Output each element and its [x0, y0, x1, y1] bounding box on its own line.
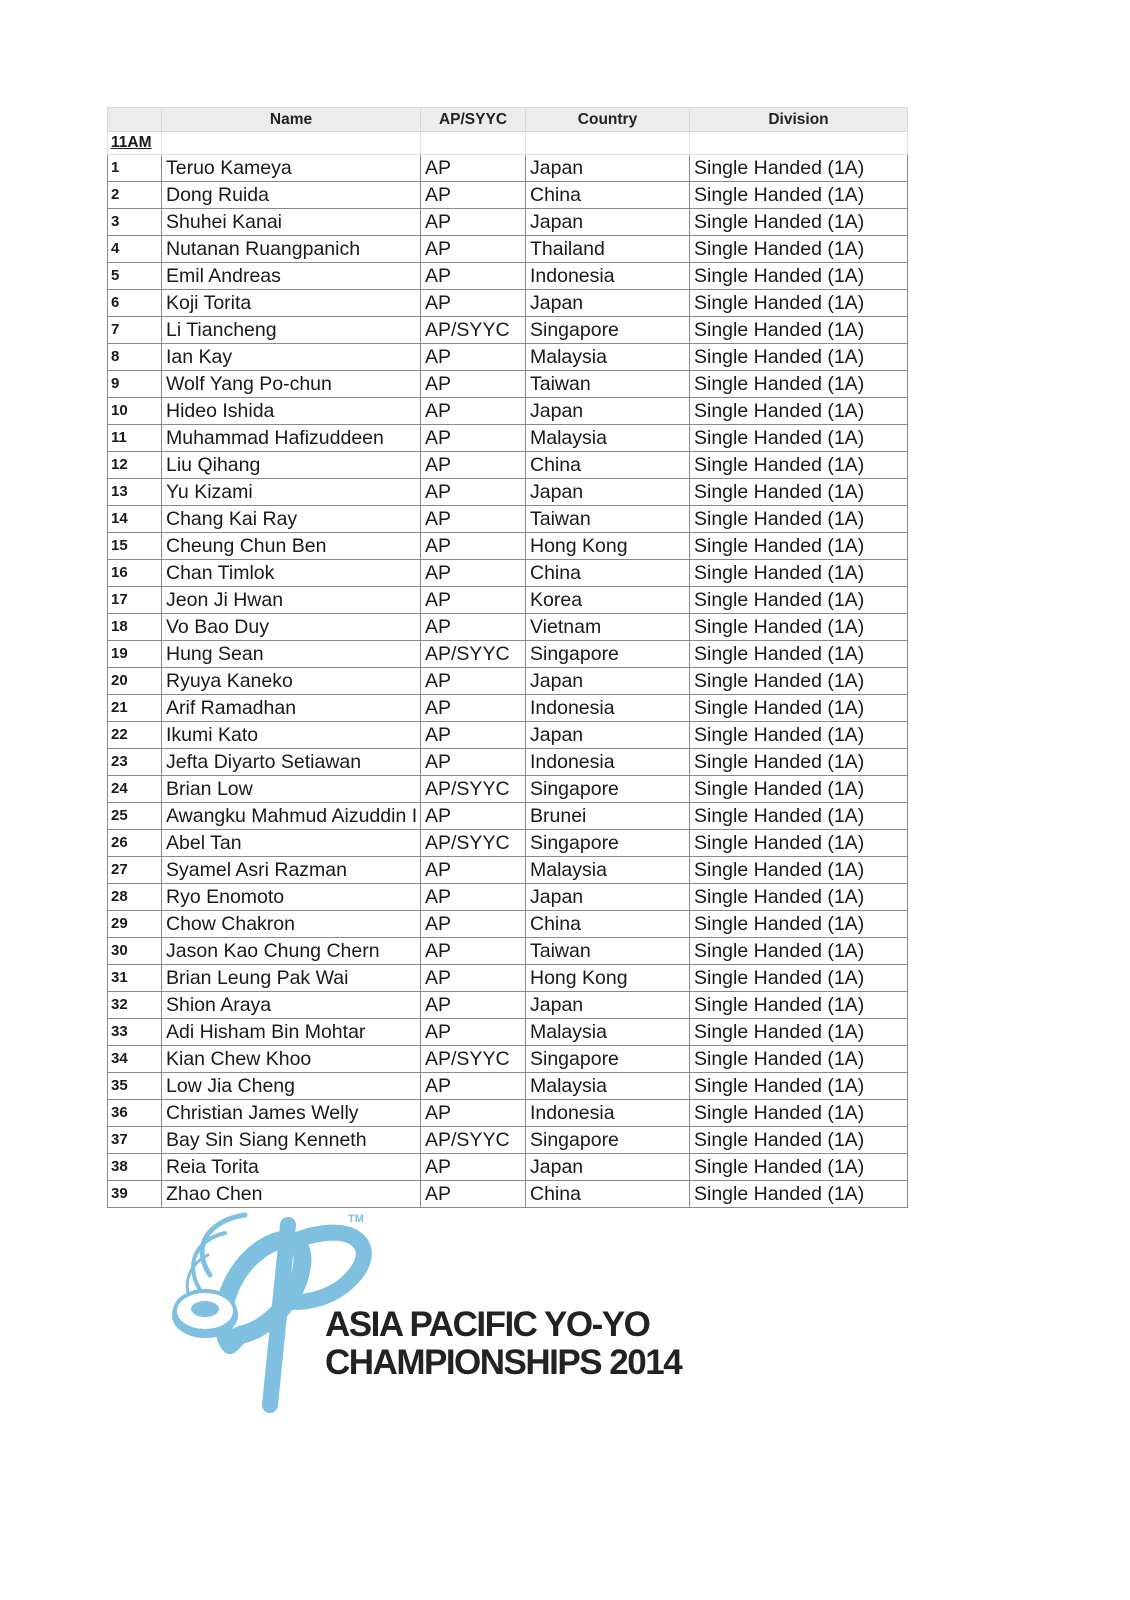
row-number: 5: [108, 263, 162, 290]
row-number: 12: [108, 452, 162, 479]
table-row: [108, 938, 908, 965]
competitor-name: Ikumi Kato: [162, 722, 421, 749]
ap-syyc-cell: AP: [421, 398, 526, 425]
row-number: 30: [108, 938, 162, 965]
country-cell: China: [526, 911, 690, 938]
division-cell: Single Handed (1A): [690, 344, 908, 371]
competitor-name: Vo Bao Duy: [162, 614, 421, 641]
country-cell: Indonesia: [526, 1100, 690, 1127]
table-row: [108, 344, 908, 371]
country-cell: China: [526, 560, 690, 587]
ap-syyc-cell: AP: [421, 533, 526, 560]
ap-syyc-cell: AP: [421, 425, 526, 452]
row-number: 9: [108, 371, 162, 398]
ap-syyc-cell: AP/SYYC: [421, 830, 526, 857]
country-cell: Singapore: [526, 1046, 690, 1073]
division-cell: Single Handed (1A): [690, 776, 908, 803]
competitor-name: Shion Araya: [162, 992, 421, 1019]
ap-syyc-cell: AP: [421, 695, 526, 722]
row-number: 38: [108, 1154, 162, 1181]
division-cell: Single Handed (1A): [690, 911, 908, 938]
row-number: 7: [108, 317, 162, 344]
division-cell: Single Handed (1A): [690, 209, 908, 236]
country-cell: Taiwan: [526, 371, 690, 398]
ap-syyc-cell: AP: [421, 155, 526, 182]
ap-syyc-cell: AP: [421, 1154, 526, 1181]
ap-syyc-cell: AP: [421, 182, 526, 209]
ap-syyc-cell: AP: [421, 263, 526, 290]
table-row: [108, 695, 908, 722]
competitor-name: Jefta Diyarto Setiawan: [162, 749, 421, 776]
table-row: [108, 182, 908, 209]
ap-syyc-cell: AP: [421, 1100, 526, 1127]
competitor-name: Zhao Chen: [162, 1181, 421, 1208]
ap-syyc-cell: AP: [421, 560, 526, 587]
table-row: [108, 209, 908, 236]
table-row: [108, 479, 908, 506]
ap-syyc-cell: AP: [421, 992, 526, 1019]
country-cell: China: [526, 452, 690, 479]
division-cell: Single Handed (1A): [690, 263, 908, 290]
session-label: 11AM: [108, 132, 162, 155]
competitor-name: Emil Andreas: [162, 263, 421, 290]
division-cell: Single Handed (1A): [690, 722, 908, 749]
division-cell: Single Handed (1A): [690, 479, 908, 506]
row-number: 16: [108, 560, 162, 587]
ap-syyc-cell: AP: [421, 1073, 526, 1100]
row-number: 29: [108, 911, 162, 938]
ap-syyc-cell: AP: [421, 506, 526, 533]
competitor-name: Hideo Ishida: [162, 398, 421, 425]
competitor-name: Brian Leung Pak Wai: [162, 965, 421, 992]
division-cell: Single Handed (1A): [690, 641, 908, 668]
row-number: 15: [108, 533, 162, 560]
row-number: 27: [108, 857, 162, 884]
table-row: [108, 398, 908, 425]
country-cell: Japan: [526, 722, 690, 749]
ap-syyc-cell: AP/SYYC: [421, 317, 526, 344]
ap-syyc-cell: AP: [421, 344, 526, 371]
country-cell: Indonesia: [526, 695, 690, 722]
country-cell: China: [526, 1181, 690, 1208]
division-cell: Single Handed (1A): [690, 1073, 908, 1100]
table-row: [108, 1181, 908, 1208]
ap-syyc-cell: AP: [421, 965, 526, 992]
competitor-name: Muhammad Hafizuddeen: [162, 425, 421, 452]
ap-syyc-cell: AP: [421, 371, 526, 398]
country-cell: Japan: [526, 479, 690, 506]
country-cell: Malaysia: [526, 1019, 690, 1046]
row-number: 23: [108, 749, 162, 776]
ap-syyc-cell: AP: [421, 884, 526, 911]
competitor-name: Ryo Enomoto: [162, 884, 421, 911]
competitor-name: Ryuya Kaneko: [162, 668, 421, 695]
ap-syyc-cell: AP: [421, 587, 526, 614]
ap-syyc-cell: AP/SYYC: [421, 641, 526, 668]
championship-logo: [170, 1205, 770, 1415]
competitor-name: Liu Qihang: [162, 452, 421, 479]
ap-syyc-cell: AP: [421, 911, 526, 938]
country-cell: Japan: [526, 884, 690, 911]
row-number: 10: [108, 398, 162, 425]
country-cell: Japan: [526, 155, 690, 182]
table-row: [108, 263, 908, 290]
table-body: [108, 132, 908, 1208]
ap-syyc-cell: AP/SYYC: [421, 776, 526, 803]
country-cell: Vietnam: [526, 614, 690, 641]
ap-syyc-cell: AP: [421, 803, 526, 830]
division-cell: Single Handed (1A): [690, 1019, 908, 1046]
table-row: [108, 1046, 908, 1073]
table-row: [108, 290, 908, 317]
division-cell: Single Handed (1A): [690, 560, 908, 587]
division-cell: Single Handed (1A): [690, 749, 908, 776]
table-row: [108, 1127, 908, 1154]
competitor-name: Nutanan Ruangpanich: [162, 236, 421, 263]
division-cell: Single Handed (1A): [690, 803, 908, 830]
ap-syyc-cell: AP: [421, 209, 526, 236]
ap-syyc-cell: AP: [421, 857, 526, 884]
country-cell: Indonesia: [526, 263, 690, 290]
row-number: 24: [108, 776, 162, 803]
ap-syyc-cell: AP: [421, 479, 526, 506]
row-number: 4: [108, 236, 162, 263]
competitor-name: Dong Ruida: [162, 182, 421, 209]
ap-syyc-cell: AP/SYYC: [421, 1046, 526, 1073]
division-cell: Single Handed (1A): [690, 587, 908, 614]
country-cell: Hong Kong: [526, 965, 690, 992]
division-cell: Single Handed (1A): [690, 452, 908, 479]
row-number: 28: [108, 884, 162, 911]
table-row: [108, 560, 908, 587]
header-country: Country: [526, 108, 690, 132]
division-cell: Single Handed (1A): [690, 506, 908, 533]
row-number: 3: [108, 209, 162, 236]
logo-title-line-2: CHAMPIONSHIPS 2014: [325, 1343, 682, 1382]
row-number: 21: [108, 695, 162, 722]
row-number: 8: [108, 344, 162, 371]
session-empty-cell: [526, 132, 690, 155]
country-cell: Japan: [526, 668, 690, 695]
competitor-name: Adi Hisham Bin Mohtar: [162, 1019, 421, 1046]
country-cell: Korea: [526, 587, 690, 614]
division-cell: Single Handed (1A): [690, 1046, 908, 1073]
table-row: [108, 1100, 908, 1127]
table-row: [108, 506, 908, 533]
competitor-name: Bay Sin Siang Kenneth: [162, 1127, 421, 1154]
country-cell: Japan: [526, 1154, 690, 1181]
competitor-name: Hung Sean: [162, 641, 421, 668]
country-cell: Singapore: [526, 641, 690, 668]
ap-syyc-cell: AP: [421, 290, 526, 317]
table-row: [108, 668, 908, 695]
division-cell: Single Handed (1A): [690, 857, 908, 884]
country-cell: Singapore: [526, 776, 690, 803]
division-cell: Single Handed (1A): [690, 668, 908, 695]
header-number: [108, 108, 162, 132]
row-number: 14: [108, 506, 162, 533]
table-row: [108, 776, 908, 803]
division-cell: Single Handed (1A): [690, 155, 908, 182]
ap-syyc-cell: AP: [421, 1181, 526, 1208]
row-number: 34: [108, 1046, 162, 1073]
competitor-name: Abel Tan: [162, 830, 421, 857]
division-cell: Single Handed (1A): [690, 290, 908, 317]
country-cell: Malaysia: [526, 857, 690, 884]
competitor-name: Reia Torita: [162, 1154, 421, 1181]
row-number: 13: [108, 479, 162, 506]
country-cell: Indonesia: [526, 749, 690, 776]
row-number: 26: [108, 830, 162, 857]
competitor-name: Chow Chakron: [162, 911, 421, 938]
table-row: [108, 1154, 908, 1181]
ap-syyc-cell: AP: [421, 1019, 526, 1046]
row-number: 32: [108, 992, 162, 1019]
table-row: [108, 830, 908, 857]
competitor-name: Chan Timlok: [162, 560, 421, 587]
division-cell: Single Handed (1A): [690, 938, 908, 965]
division-cell: Single Handed (1A): [690, 533, 908, 560]
ap-syyc-cell: AP: [421, 236, 526, 263]
session-empty-cell: [162, 132, 421, 155]
session-row: [108, 132, 908, 155]
row-number: 6: [108, 290, 162, 317]
table-row: [108, 371, 908, 398]
ap-syyc-cell: AP: [421, 668, 526, 695]
country-cell: Japan: [526, 209, 690, 236]
table-row: [108, 533, 908, 560]
competitor-name: Wolf Yang Po-chun: [162, 371, 421, 398]
division-cell: Single Handed (1A): [690, 371, 908, 398]
table-row: [108, 884, 908, 911]
division-cell: Single Handed (1A): [690, 965, 908, 992]
row-number: 19: [108, 641, 162, 668]
division-cell: Single Handed (1A): [690, 614, 908, 641]
division-cell: Single Handed (1A): [690, 398, 908, 425]
table-row: [108, 965, 908, 992]
header-division: Division: [690, 108, 908, 132]
competitor-name: Syamel Asri Razman: [162, 857, 421, 884]
row-number: 2: [108, 182, 162, 209]
competitor-name: Shuhei Kanai: [162, 209, 421, 236]
division-cell: Single Handed (1A): [690, 317, 908, 344]
country-cell: Japan: [526, 290, 690, 317]
table-header-row: [108, 108, 908, 132]
row-number: 20: [108, 668, 162, 695]
country-cell: Thailand: [526, 236, 690, 263]
division-cell: Single Handed (1A): [690, 992, 908, 1019]
country-cell: Japan: [526, 992, 690, 1019]
division-cell: Single Handed (1A): [690, 425, 908, 452]
country-cell: Japan: [526, 398, 690, 425]
division-cell: Single Handed (1A): [690, 1100, 908, 1127]
division-cell: Single Handed (1A): [690, 830, 908, 857]
row-number: 36: [108, 1100, 162, 1127]
division-cell: Single Handed (1A): [690, 1181, 908, 1208]
competitor-name: Brian Low: [162, 776, 421, 803]
division-cell: Single Handed (1A): [690, 884, 908, 911]
table-row: [108, 155, 908, 182]
row-number: 39: [108, 1181, 162, 1208]
table-row: [108, 614, 908, 641]
country-cell: Singapore: [526, 1127, 690, 1154]
table-row: [108, 587, 908, 614]
country-cell: Taiwan: [526, 938, 690, 965]
division-cell: Single Handed (1A): [690, 1154, 908, 1181]
country-cell: Taiwan: [526, 506, 690, 533]
competitor-name: Awangku Mahmud Aizuddin I: [162, 803, 421, 830]
competitor-name: Cheung Chun Ben: [162, 533, 421, 560]
competitor-name: Chang Kai Ray: [162, 506, 421, 533]
table-row: [108, 641, 908, 668]
competitor-name: Arif Ramadhan: [162, 695, 421, 722]
session-empty-cell: [690, 132, 908, 155]
logo-title-line-1: ASIA PACIFIC YO-YO: [325, 1305, 650, 1344]
country-cell: Malaysia: [526, 1073, 690, 1100]
table-row: [108, 803, 908, 830]
ap-syyc-cell: AP/SYYC: [421, 1127, 526, 1154]
results-table: [107, 107, 908, 1208]
table-row: [108, 911, 908, 938]
ap-syyc-cell: AP: [421, 452, 526, 479]
header-ap-syyc: AP/SYYC: [421, 108, 526, 132]
competitor-name: Christian James Welly: [162, 1100, 421, 1127]
division-cell: Single Handed (1A): [690, 695, 908, 722]
country-cell: Hong Kong: [526, 533, 690, 560]
table-row: [108, 992, 908, 1019]
competitor-name: Yu Kizami: [162, 479, 421, 506]
division-cell: Single Handed (1A): [690, 182, 908, 209]
country-cell: Malaysia: [526, 344, 690, 371]
competitor-name: Low Jia Cheng: [162, 1073, 421, 1100]
country-cell: Singapore: [526, 830, 690, 857]
row-number: 35: [108, 1073, 162, 1100]
table-row: [108, 722, 908, 749]
ap-syyc-cell: AP: [421, 749, 526, 776]
row-number: 33: [108, 1019, 162, 1046]
competitor-name: Jason Kao Chung Chern: [162, 938, 421, 965]
competitor-name: Ian Kay: [162, 344, 421, 371]
trademark-mark: TM: [348, 1213, 364, 1225]
table-row: [108, 1019, 908, 1046]
competitor-name: Li Tiancheng: [162, 317, 421, 344]
row-number: 1: [108, 155, 162, 182]
division-cell: Single Handed (1A): [690, 236, 908, 263]
row-number: 37: [108, 1127, 162, 1154]
ap-syyc-cell: AP: [421, 614, 526, 641]
row-number: 11: [108, 425, 162, 452]
table-row: [108, 317, 908, 344]
table-row: [108, 425, 908, 452]
competitor-name: Koji Torita: [162, 290, 421, 317]
country-cell: Malaysia: [526, 425, 690, 452]
row-number: 31: [108, 965, 162, 992]
competitor-name: Kian Chew Khoo: [162, 1046, 421, 1073]
country-cell: China: [526, 182, 690, 209]
header-name: Name: [162, 108, 421, 132]
table-row: [108, 857, 908, 884]
country-cell: Singapore: [526, 317, 690, 344]
session-empty-cell: [421, 132, 526, 155]
competitor-name: Teruo Kameya: [162, 155, 421, 182]
table-row: [108, 236, 908, 263]
country-cell: Brunei: [526, 803, 690, 830]
row-number: 17: [108, 587, 162, 614]
ap-syyc-cell: AP: [421, 938, 526, 965]
ap-syyc-cell: AP: [421, 722, 526, 749]
table-row: [108, 1073, 908, 1100]
division-cell: Single Handed (1A): [690, 1127, 908, 1154]
row-number: 22: [108, 722, 162, 749]
row-number: 25: [108, 803, 162, 830]
row-number: 18: [108, 614, 162, 641]
competitor-name: Jeon Ji Hwan: [162, 587, 421, 614]
table-row: [108, 749, 908, 776]
table-row: [108, 452, 908, 479]
